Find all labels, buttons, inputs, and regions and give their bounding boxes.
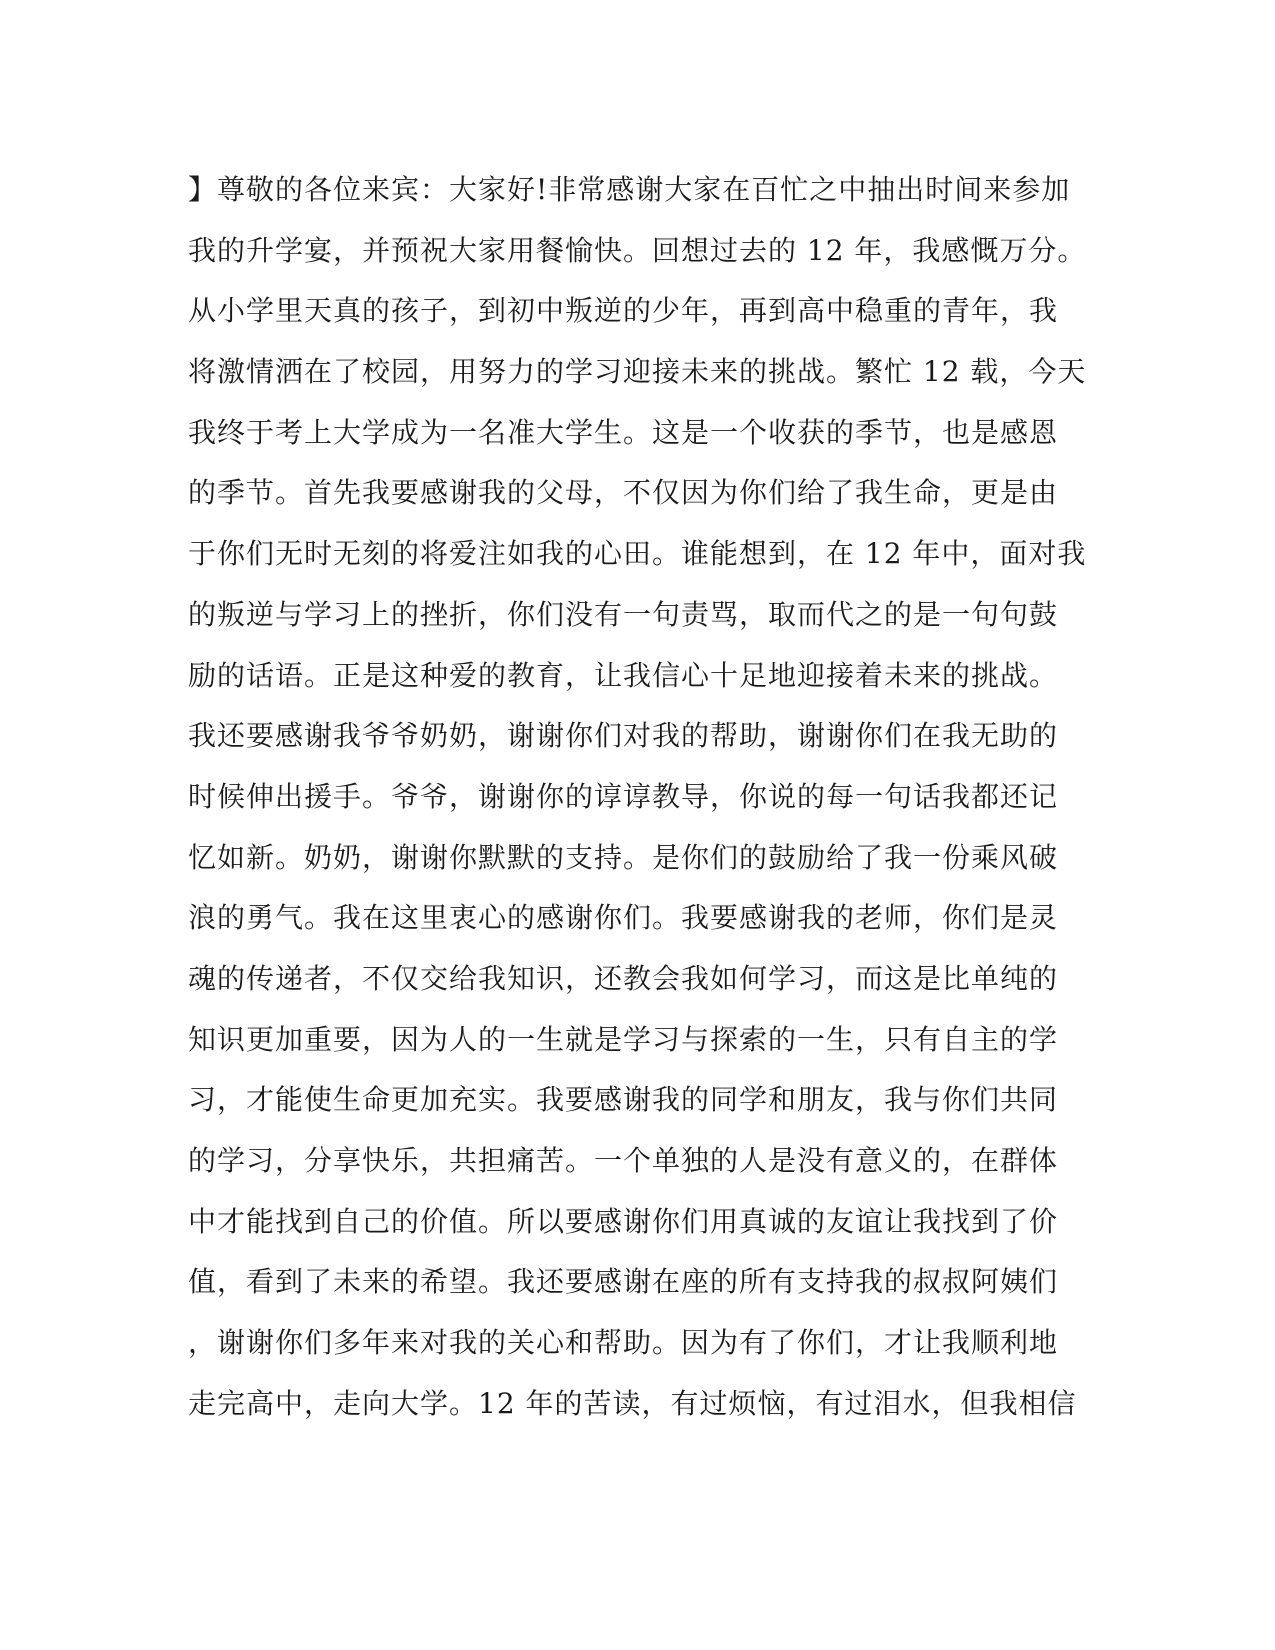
text-line: 于你们无时无刻的将爱注如我的心田。谁能想到，在 12 年中，面对我 — [188, 537, 1087, 571]
body-text — [188, 160, 1087, 1434]
text-line: 我的升学宴，并预祝大家用餐愉快。回想过去的 12 年，我感慨万分。 — [188, 233, 1087, 267]
text-line: 走完高中，走向大学。12 年的苦读，有过烦恼，有过泪水，但我相信 — [188, 1386, 1077, 1420]
text-line: 习，才能使生命更加充实。我要感谢我的同学和朋友，我与你们共同 — [188, 1083, 1059, 1117]
text-line: 中才能找到自己的价值。所以要感谢你们用真诚的友谊让我找到了价 — [188, 1204, 1059, 1238]
text-line: 将激情洒在了校园，用努力的学习迎接未来的挑战。繁忙 12 载，今天 — [188, 355, 1087, 389]
text-line: 的季节。首先我要感谢我的父母，不仅因为你们给了我生命，更是由 — [188, 476, 1059, 510]
text-line: 的学习，分享快乐，共担痛苦。一个单独的人是没有意义的，在群体 — [188, 1144, 1059, 1177]
text-line: 我终于考上大学成为一名准大学生。这是一个收获的季节，也是感恩 — [188, 415, 1059, 449]
text-line: 值，看到了未来的希望。我还要感谢在座的所有支持我的叔叔阿姨们 — [188, 1265, 1059, 1299]
text-line: 我还要感谢我爷爷奶奶，谢谢你们对我的帮助，谢谢你们在我无助的 — [188, 719, 1059, 753]
text-line: 的叛逆与学习上的挫折，你们没有一句责骂，取而代之的是一句句鼓 — [188, 597, 1059, 631]
text-line: 时候伸出援手。爷爷，谢谢你的谆谆教导，你说的每一句话我都还记 — [188, 779, 1059, 813]
text-line: 忆如新。奶奶，谢谢你默默的支持。是你们的鼓励给了我一份乘风破 — [188, 840, 1059, 874]
text-line: ，谢谢你们多年来对我的关心和帮助。因为有了你们，才让我顺利地 — [188, 1326, 1059, 1360]
text-line: 浪的勇气。我在这里衷心的感谢你们。我要感谢我的老师，你们是灵 — [188, 901, 1059, 935]
text-line: 从小学里天真的孩子，到初中叛逆的少年，再到高中稳重的青年，我 — [188, 294, 1059, 328]
text-line: 知识更加重要，因为人的一生就是学习与探索的一生，只有自主的学 — [188, 1022, 1059, 1056]
text-line: 魂的传递者，不仅交给我知识，还教会我如何学习，而这是比单纯的 — [188, 961, 1059, 995]
text-line: 】尊敬的各位来宾：大家好!非常感谢大家在百忙之中抽出时间来参加 — [188, 173, 1071, 206]
text-line: 励的话语。正是这种爱的教育，让我信心十足地迎接着未来的挑战。 — [188, 658, 1059, 692]
